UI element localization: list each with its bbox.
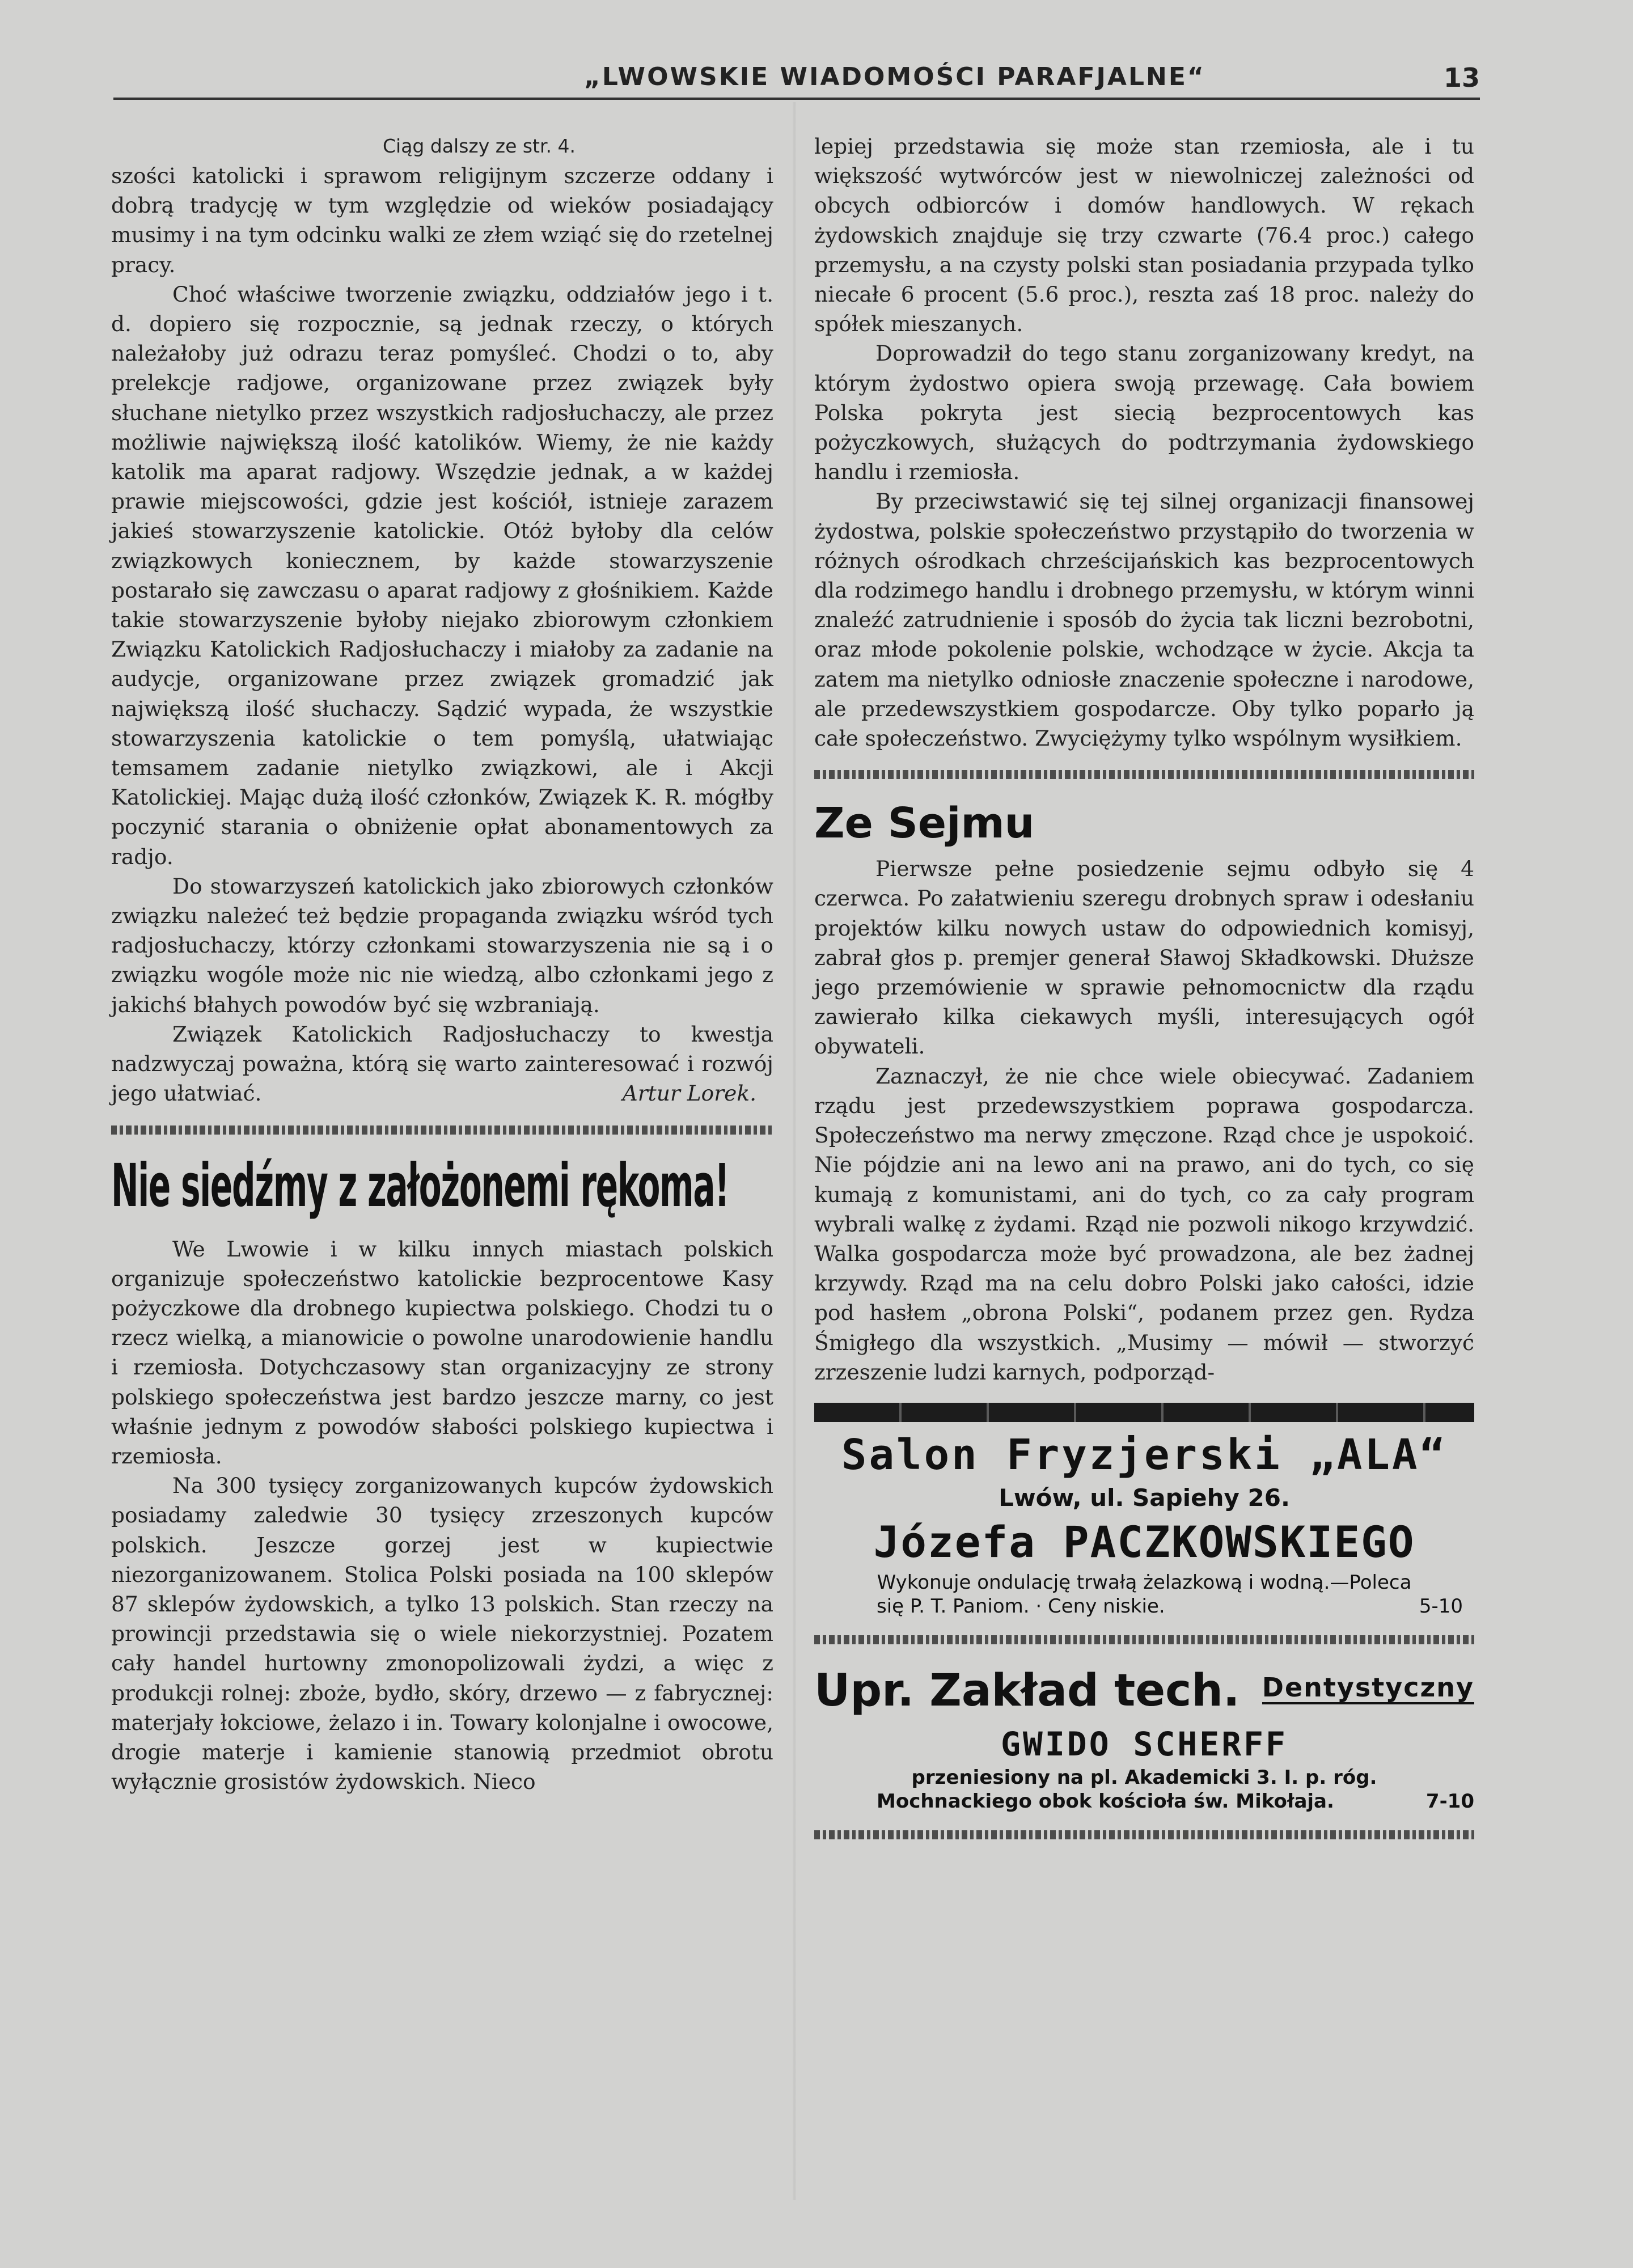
article-headline: Nie siedźmy z założonemi rękoma! bbox=[111, 1150, 729, 1220]
salon-title: Salon Fryzjerski „ALA“ bbox=[841, 1430, 1448, 1479]
page-header bbox=[113, 57, 1480, 102]
ornament-divider bbox=[814, 1830, 1474, 1839]
article-paragraph: Pierwsze pełne posiedzenie sejmu odbyło się 4 czerwca. Po załatwieniu szeregu drobnych spraw i odesłaniu projektów kilku nowych ustaw do odpowiednich komisyj, zabrał głos p. premjer generał Sławoj Składkowski. Dłuższe jego przemówienie w sprawie pełnomocnictw dla rządu zawierało kilka ciekawych myśli, interesujących ogół obywateli. bbox=[814, 856, 1474, 1059]
article-paragraph: szości katolicki i sprawom religijnym szczerze oddany i dobrą tradycję w tym względzie od wieków posiadający musimy i na tym odcinku walki ze złem wziąć się do rzetelnej pracy. bbox=[111, 163, 773, 277]
column-gutter bbox=[793, 102, 796, 2200]
article-paragraph: lepiej przedstawia się może stan rzemiosła, ale i tu większość wytwórców jest w niewolniczej zależności od obcych odbiorców i domów handlowych. W rękach żydowskich znajduje się trzy czwarte (76.4 proc.) całego przemysłu, a na czysty polski stan posiadania przypada tylko niecałe 6 procent (5.6 proc.), reszta zaś 18 proc. należy do spółek mieszanych. bbox=[814, 134, 1474, 337]
dental-subtitle: Dentystyczny bbox=[1262, 1673, 1474, 1704]
salon-pricing bbox=[814, 1594, 1474, 1618]
dental-location bbox=[814, 1789, 1474, 1813]
newspaper-title: „LWOWSKIE WIADOMOŚCI PARAFJALNE“ bbox=[584, 62, 1205, 91]
section-headline: Ze Sejmu bbox=[814, 799, 1035, 848]
ad-border bbox=[814, 1403, 1474, 1422]
article-paragraph: Do stowarzyszeń katolickich jako zbiorowych członków związku należeć też będzie propaganda związku wśród tych radjosłuchaczy, którzy członkami stowarzyszenia nie są i o związku wogóle może nic nie wiedzą, albo członkami jego z jakichś błahych powodów być się wzbraniają. bbox=[111, 873, 773, 1017]
salon-advertisement bbox=[814, 1428, 1474, 1618]
salon-pricing-text: się P. T. Paniom. · Ceny niskie. bbox=[877, 1594, 1165, 1618]
salon-description: Wykonuje ondulację trwałą żelazkową i wodną.—Poleca bbox=[877, 1571, 1412, 1594]
ornament-divider bbox=[814, 770, 1474, 779]
salon-ad-code: 5-10 bbox=[1419, 1594, 1463, 1618]
salon-owner: Józefa PACZKOWSKIEGO bbox=[873, 1516, 1415, 1567]
dental-location-text: Mochnackiego obok kościoła św. Mikołaja. bbox=[877, 1789, 1334, 1813]
dental-name: GWIDO SCHERFF bbox=[1001, 1724, 1288, 1763]
page-number: 13 bbox=[1443, 62, 1480, 93]
article-paragraph: Zaznaczył, że nie chce wiele obiecywać. Zadaniem rządu jest przedewszystkiem poprawa gospodarcza. Społeczeństwo ma nerwy zmęczone. Rząd chce je uspokoić. Nie pójdzie ani na lewo ani na prawo, ani do tych, co się kumają z komunistami, ani do tych, co za cały program wybrali walkę z żydami. Rząd nie pozwoli nikogo krzywdzić. Walka gospodarcza może być prowadzona, ale bez żadnej krzywdy. Rząd ma na celu dobro Polski jako całości, idzie pod hasłem „obrona Polski“, podanem przez gen. Rydza Śmigłego dla wszystkich. „Musimy — mówił — stworzyć zrzeszenie ludzi karnych, podporząd- bbox=[814, 1063, 1474, 1385]
header-rule bbox=[113, 98, 1480, 100]
article-paragraph: Choć właściwe tworzenie związku, oddziałów jego i t. d. dopiero się rozpocznie, są jednak rzeczy, o których należałoby już odrazu teraz pomyśleć. Chodzi o to, aby prelekcje radjowe, organizowane przez związek były słuchane nietylko przez wszystkich radjosłuchaczy, ale przez możliwie największą ilość katolików. Wiemy, że nie każdy katolik ma aparat radjowy. Wszędzie jednak, a w każdej prawie miejscowości, gdzie jest kościół, istnieje zarazem jakieś stowarzyszenie katolickie. Otóż byłoby dla celów związkowych koniecznem, by każde stowarzyszenie postarało się zawczasu o aparat radjowy z głośnikiem. Każde takie stowarzyszenie byłoby niejako zbiorowym członkiem Związku Katolickich Radjosłuchaczy i miałoby za zadanie na audycje, organizowane przez związek gromadzić jak największą ilość słuchaczy. Sądzić wypada, że wszystkie stowarzyszenia katolickie o tem pomyślą, ułatwiając temsamem zadanie nietylko związkowi, ale i Akcji Katolickiej. Mając dużą ilość członków, Związek K. R. mógłby poczynić starania o obniżenie opłat abonamentowych za radjo. bbox=[111, 281, 773, 869]
dental-header bbox=[814, 1661, 1474, 1723]
article-paragraph: We Lwowie i w kilku innych miastach polskich organizuje społeczeństwo katolickie bezprocentowe Kasy pożyczkowe dla drobnego kupiectwa polskiego. Chodzi tu o rzecz wielką, a mianowicie o powolne unarodowienie handlu i rzemiosła. Dotychczasowy stan organizacyjny ze strony polskiego społeczeństwa jest bardzo jeszcze marny, co jest właśnie jednym z powodów słabości polskiego kupiectwa i rzemiosła. bbox=[111, 1236, 773, 1469]
continued-note: Ciąg dalszy ze str. 4. bbox=[383, 135, 576, 157]
dental-advertisement bbox=[814, 1661, 1474, 1813]
article-paragraph: Na 300 tysięcy zorganizowanych kupców żydowskich posiadamy zaledwie 30 tysięcy zrzeszonych kupców polskich. Jeszcze gorzej jest w kupiectwie niezorganizowanem. Stolica Polski posiada na 100 sklepów 87 sklepów żydowskich, a tylko 13 polskich. Stan rzeczy na prowincji przedstawia się o wiele niekorzystniej. Pozatem cały handel hurtowny zmonopolizowali żydzi, a więc z produkcji rolnej: zboże, bydło, skóry, drzewo — z fabrycznej: materjały łokciowe, żelazo i in. Towary kolonjalne i owocowe, drogie materje i kamienie stanowią przedmiot obrotu wyłącznie grosistów żydowskich. Nieco bbox=[111, 1473, 773, 1795]
ornament-divider bbox=[814, 1635, 1474, 1644]
closing-text: Związek Katolickich Radjosłuchaczy to kwestja nadzwyczaj poważna, którą się warto zainteresować i rozwój jego ułatwiać. bbox=[111, 1021, 773, 1106]
dental-address: przeniesiony na pl. Akademicki 3. I. p. róg. bbox=[911, 1766, 1377, 1789]
left-column bbox=[111, 132, 773, 1796]
article-closing bbox=[111, 1019, 773, 1108]
salon-address: Lwów, ul. Sapiehy 26. bbox=[999, 1483, 1290, 1512]
article-paragraph: Doprowadził do tego stanu zorganizowany kredyt, na którym żydostwo opiera swoją przewagę. Cała bowiem Polska pokryta jest siecią bezprocentowych kas pożyczkowych, służących do podtrzymania żydowskiego handlu i rzemiosła. bbox=[814, 341, 1474, 485]
author-signature: Artur Lorek. bbox=[622, 1081, 756, 1106]
article-paragraph: By przeciwstawić się tej silnej organizacji finansowej żydostwa, polskie społeczeństwo przystąpiło do tworzenia w różnych ośrodkach chrześcijańskich kas bezprocentowych dla rodzimego handlu i drobnego przemysłu, w którym winni znaleźć zatrudnienie i sposób do życia tak liczni bezrobotni, oraz młode pokolenie polskie, wchodzące w życie. Akcja ta zatem ma nietylko odniosłe znaczenie społeczne i narodowe, ale przedewszystkiem gospodarcze. Oby tylko poparło ją całe społeczeństwo. Zwyciężymy tylko wspólnym wysiłkiem. bbox=[814, 489, 1474, 751]
dental-title: Upr. Zakład tech. bbox=[814, 1665, 1240, 1716]
ornament-divider bbox=[111, 1125, 773, 1135]
right-column bbox=[814, 132, 1474, 1856]
dental-ad-code: 7-10 bbox=[1425, 1789, 1474, 1813]
